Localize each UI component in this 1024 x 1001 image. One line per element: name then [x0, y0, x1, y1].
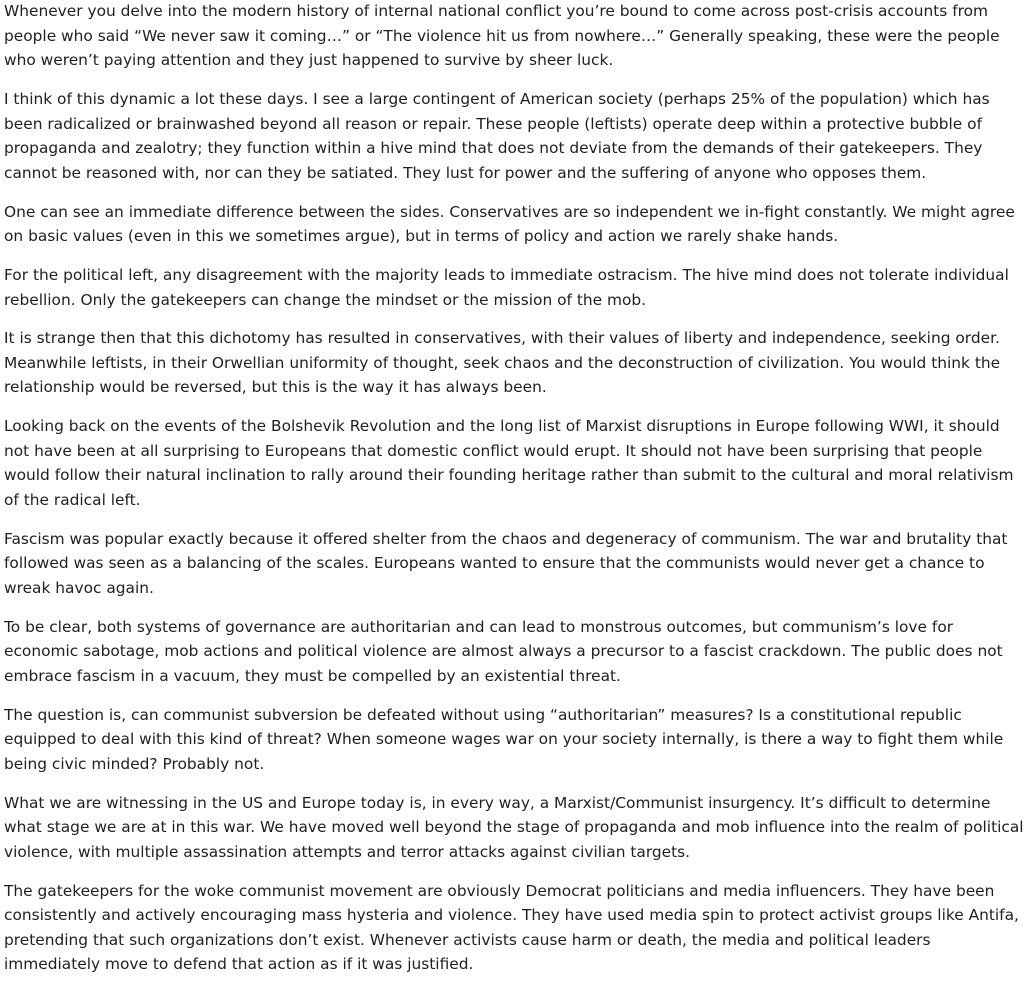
paragraph: The question is, can communist subversion be defeated without using “authoritarian” measures? Is a constitutional republic equipped to deal with this kind of threat? When someone wages war on your society internally, is there a way to fight them while being civic minded? Probably not.	[4, 705, 1004, 773]
paragraph: For the political left, any disagreement with the majority leads to immediate ostracism. The hive mind does not tolerate individual rebellion. Only the gatekeepers can change the mindset or the mission of the mob.	[4, 265, 1009, 309]
paragraph: I think of this dynamic a lot these days. I see a large contingent of American society (perhaps 25% of the population) which has been radicalized or brainwashed beyond all reason or repair. These people (leftists) operate deep within a protective bubble of propaganda and zealotry; they function within a hive mind that does not deviate from the demands of their gatekeepers. They cannot be reasoned with, nor can they be satiated. They lust for power and the suffering of anyone who opposes them.	[4, 89, 990, 182]
paragraph: It is strange then that this dichotomy has resulted in conservatives, with their values of liberty and independence, seeking order. Meanwhile leftists, in their Orwellian uniformity of thought, seek chaos and the deconstruction of civilization. You would think the relationship would be reversed, but this is the way it has always been.	[4, 329, 1001, 397]
paragraph: The gatekeepers for the woke communist movement are obviously Democrat politicians and media influencers. They have been consistently and actively encouraging mass hysteria and violence. They have used media spin to protect activist groups like Antifa, pretending that such organizations don’t exist. Whenever activists cause harm or death, the media and political leaders immediately move to defend that action as if it was justified.	[4, 881, 1019, 974]
paragraph: Looking back on the events of the Bolshevik Revolution and the long list of Marxist disruptions in Europe following WWI, it should not have been at all surprising to Europeans that domestic conflict would erupt. It should not have been surprising that people would follow their natural inclination to rally around their founding heritage rather than submit to the cultural and moral relativism of the radical left.	[4, 417, 1014, 510]
paragraph: Whenever you delve into the modern history of internal national conflict you’re bound to come across post-crisis accounts from people who said “We never saw it coming…” or “The violence hit us from nowhere…” Generally speaking, these were the people who weren’t paying attention and they just happened to survive by sheer luck.	[4, 2, 1000, 70]
paragraph: Fascism was popular exactly because it offered shelter from the chaos and degeneracy of communism. The war and brutality that followed was seen as a balancing of the scales. Europeans wanted to ensure that the communists would never get a chance to wreak havoc again.	[4, 529, 1008, 597]
paragraph: One can see an immediate difference between the sides. Conservatives are so independent we in-fight constantly. We might agree on basic values (even in this we sometimes argue), but in terms of policy and action we rarely shake hands.	[4, 202, 1015, 246]
paragraph: What we are witnessing in the US and Europe today is, in every way, a Marxist/Communist insurgency. It’s difficult to determine what stage we are at in this war. We have moved well beyond the stage of propaganda and mob influence into the realm of political violence, with multiple assassination attempts and terror attacks against civilian targets.	[4, 793, 1024, 861]
paragraph: To be clear, both systems of governance are authoritarian and can lead to monstrous outcomes, but communism’s love for economic sabotage, mob actions and political violence are almost always a precursor to a fascist crackdown. The public does not embrace fascism in a vacuum, they must be compelled by an existential threat.	[4, 617, 1003, 685]
